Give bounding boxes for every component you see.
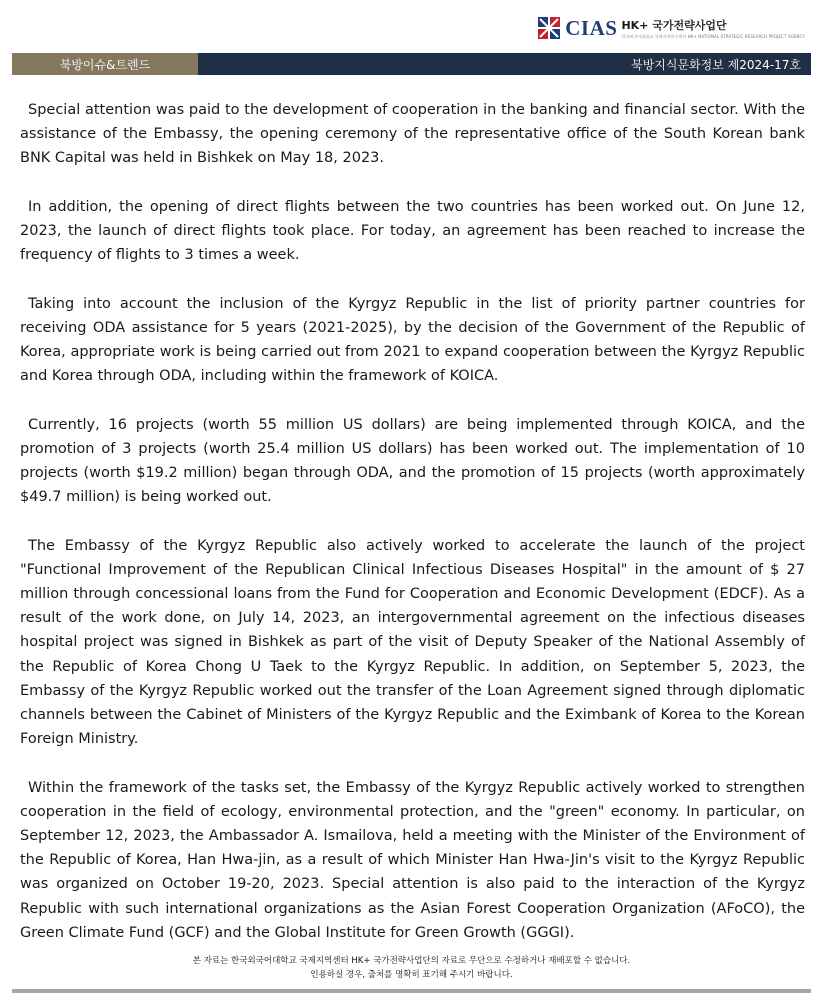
article-body	[20, 98, 805, 945]
category-label: 북방이슈&트렌드	[12, 53, 198, 75]
footer-notice	[0, 954, 823, 982]
logo-subtitle: 한국외국어대학교 국제지역연구센터 HK+ NATIONAL STRATEGIC RESEARCH PROJECT AGENCY	[621, 33, 805, 39]
paragraph: Within the framework of the tasks set, the Embassy of the Kyrgyz Republic actively worked to strengthen cooperation in the field of ecology, environmental protection, and the "green" economy. In particular, on September 12, 2023, the Ambassador A. Ismailova, held a meeting with the Minister of the Environment of the Republic of Korea, Han Hwa-jin, as a result of which Minister Han Hwa-Jin's visit to the Kyrgyz Republic was organized on October 19-20, 2023. Special attention is also paid to the interaction of the Kyrgyz Republic with such international organizations as the Asian Forest Cooperation Organization (AFoCO), the Green Climate Fund (GCF) and the Global Institute for Green Growth (GGGI).	[20, 779, 805, 941]
paragraph: In addition, the opening of direct flights between the two countries has been worked out. On June 12, 2023, the launch of direct flights took place. For today, an agreement has been reached to increase the frequency of flights to 3 times a week.	[20, 198, 805, 264]
issue-label: 북방지식문화정보 제2024-17호	[198, 53, 811, 75]
logo	[536, 12, 805, 44]
footer-line: 인용하실 경우, 출처를 명확히 표기해 주시기 바랍니다.	[310, 970, 513, 980]
logo-title: HK+ 국가전략사업단	[621, 18, 727, 32]
logo-text: CIAS	[565, 15, 618, 40]
paragraph: The Embassy of the Kyrgyz Republic also actively worked to accelerate the launch of the project "Functional Improvement of the Republican Clinical Infectious Diseases Hospital" in the amount of $ 27 million through concessional loans from the Fund for Cooperation and Economic Development (EDCF). As a result of the work done, on July 14, 2023, an intergovernmental agreement on the infectious diseases hospital project was signed in Bishkek as part of the visit of Deputy Speaker of the National Assembly of the Republic of Korea Chong U Taek to the Kyrgyz Republic. In addition, on September 5, 2023, the Embassy of the Kyrgyz Republic worked out the transfer of the Loan Agreement signed through diplomatic channels between the Cabinet of Ministers of the Kyrgyz Republic and the Eximbank of Korea to the Korean Foreign Ministry.	[20, 537, 805, 748]
paragraph: Currently, 16 projects (worth 55 million US dollars) are being implemented through KOICA, and the promotion of 3 projects (worth 25.4 million US dollars) has been worked out. The implementation of 10 projects (worth $19.2 million) began through ODA, and the promotion of 15 projects (worth approximately $49.7 million) is being worked out.	[20, 416, 805, 506]
header-bar	[12, 53, 811, 75]
paragraph: Taking into account the inclusion of the Kyrgyz Republic in the list of priority partner countries for receiving ODA assistance for 5 years (2021-2025), by the decision of the Government of the Republic of Korea, appropriate work is being carried out from 2021 to expand cooperation between the Kyrgyz Republic and Korea through ODA, including within the framework of KOICA.	[20, 295, 805, 385]
cias-emblem-icon	[536, 15, 562, 41]
footer-divider	[12, 989, 811, 993]
footer-line: 본 자료는 한국외국어대학교 국제지역센터 HK+ 국가전략사업단의 자료로 무단으로 수정하거나 재배포할 수 없습니다.	[192, 956, 631, 966]
paragraph: Special attention was paid to the development of cooperation in the banking and financial sector. With the assistance of the Embassy, the opening ceremony of the representative office of the South Korean bank BNK Capital was held in Bishkek on May 18, 2023.	[20, 102, 805, 167]
